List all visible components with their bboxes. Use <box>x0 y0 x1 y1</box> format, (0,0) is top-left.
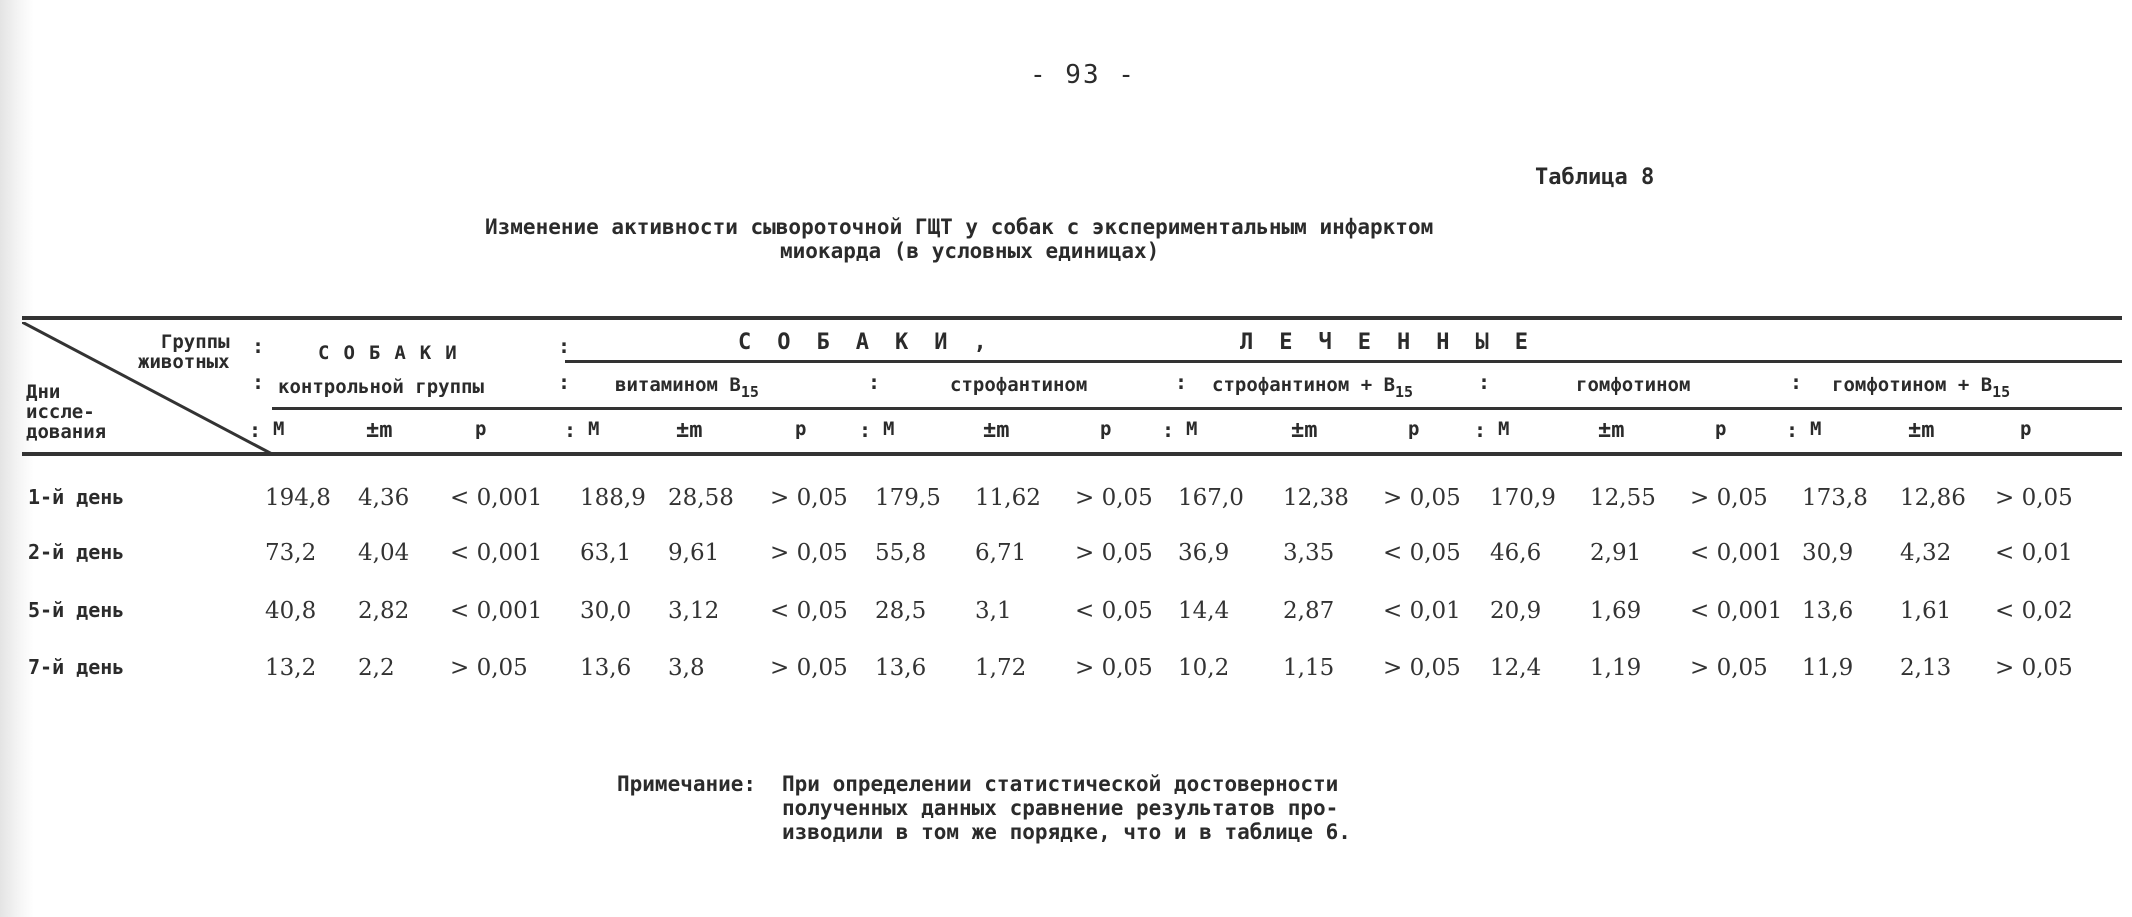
control-group-subtitle: контрольной группы <box>278 376 484 398</box>
table-cell: 173,8 <box>1802 485 1868 511</box>
table-cell: 4,32 <box>1900 540 1952 566</box>
header-separator: : <box>1474 418 1487 442</box>
table-cell: > 0,05 <box>1383 485 1461 511</box>
corner-label-groups-line1: Группы <box>160 331 230 353</box>
table-cell: 46,6 <box>1490 540 1542 566</box>
row-label: 5-й день <box>28 598 125 622</box>
table-cell: < 0,01 <box>1383 598 1461 624</box>
table-cell: 1,15 <box>1283 655 1335 681</box>
table-cell: > 0,05 <box>770 485 848 511</box>
table-caption <box>485 215 1605 263</box>
group-label-strophanthin-b15-sub: 15 <box>1395 383 1414 401</box>
table-cell: 2,82 <box>358 598 410 624</box>
row-label: 7-й день <box>28 655 125 679</box>
stat-m-header: М <box>273 418 285 440</box>
group-label-gomphotin-b15-text: гомфотином + B <box>1832 374 1993 396</box>
table-cell: < 0,001 <box>450 598 543 624</box>
row-label: 2-й день <box>28 540 125 564</box>
table-cell: > 0,05 <box>450 655 528 681</box>
table-cell: 40,8 <box>265 598 317 624</box>
table-row <box>0 598 2132 638</box>
table-cell: 1,61 <box>1900 598 1952 624</box>
table-cell: 194,8 <box>265 485 331 511</box>
table-cell: 55,8 <box>875 540 927 566</box>
table-cell: > 0,05 <box>1075 655 1153 681</box>
header-separator: : <box>252 334 265 358</box>
stat-pm-header: ±m <box>366 418 393 443</box>
table-cell: 13,2 <box>265 655 317 681</box>
table-cell: > 0,05 <box>1383 655 1461 681</box>
table-row <box>0 485 2132 525</box>
table-cell: < 0,05 <box>1383 540 1461 566</box>
group-sub-rule <box>272 407 2122 410</box>
table-cell: 2,13 <box>1900 655 1952 681</box>
table-cell: 13,6 <box>580 655 632 681</box>
treated-title-rule <box>565 360 2122 363</box>
table-cell: 3,35 <box>1283 540 1335 566</box>
table-cell: 3,12 <box>668 598 720 624</box>
header-bottom-rule <box>22 452 2122 456</box>
table-cell: 12,4 <box>1490 655 1542 681</box>
table-cell: 188,9 <box>580 485 646 511</box>
stat-m-header: М <box>883 418 895 440</box>
group-label-strophanthin-b15 <box>1212 374 1413 401</box>
header-separator: : <box>564 418 577 442</box>
table-cell: 1,69 <box>1590 598 1642 624</box>
stat-m-header: М <box>1186 418 1198 440</box>
table-cell: < 0,02 <box>1995 598 2073 624</box>
header-separator: : <box>1790 370 1803 394</box>
table-cell: 30,0 <box>580 598 632 624</box>
header-separator: : <box>1786 418 1799 442</box>
group-label-strophanthin-b15-text: строфантином + B <box>1212 374 1396 396</box>
row-label: 1-й день <box>28 485 125 509</box>
stat-p-header: р <box>2020 418 2032 440</box>
header-separator: : <box>1175 370 1188 394</box>
page-number: - 93 - <box>1030 60 1136 90</box>
header-separator: : <box>1478 370 1491 394</box>
stat-pm-header: ±m <box>1291 418 1318 443</box>
group-label-strophanthin-text: строфантином <box>950 374 1088 396</box>
table-cell: 167,0 <box>1178 485 1244 511</box>
stat-m-header: М <box>1810 418 1822 440</box>
table-cell: > 0,05 <box>1075 485 1153 511</box>
table-row <box>0 540 2132 580</box>
table-row <box>0 655 2132 695</box>
stat-p-header: р <box>795 418 807 440</box>
table-cell: > 0,05 <box>1995 655 2073 681</box>
treated-group-title-2: ЛЕЧЕННЫЕ <box>1240 330 1554 355</box>
table-cell: > 0,05 <box>770 540 848 566</box>
stat-p-header: р <box>475 418 487 440</box>
table-cell: < 0,001 <box>450 485 543 511</box>
stat-pm-header: ±m <box>983 418 1010 443</box>
group-label-vitamin-b15-sub: 15 <box>740 383 759 401</box>
corner-label-days-line3: дования <box>26 421 107 443</box>
table-label: Таблица 8 <box>1535 165 1655 190</box>
table-cell: 11,9 <box>1802 655 1854 681</box>
header-separator: : <box>249 418 262 442</box>
group-label-vitamin-b15-text: витамином B <box>615 374 741 396</box>
table-cell: 2,87 <box>1283 598 1335 624</box>
table-cell: > 0,05 <box>770 655 848 681</box>
table-cell: 13,6 <box>1802 598 1854 624</box>
caption-line-1: Изменение активности сывороточной ГЩТ у собак с экспериментальным инфарктом <box>485 215 1434 239</box>
corner-label-days-line1: Дни <box>26 381 61 403</box>
caption-line-2: миокарда (в условных единицах) <box>780 239 1160 263</box>
table-cell: 3,8 <box>668 655 705 681</box>
stat-m-header: М <box>1498 418 1510 440</box>
table-cell: 10,2 <box>1178 655 1230 681</box>
corner-label-days-line2: иссле- <box>26 401 95 423</box>
table-cell: 4,36 <box>358 485 410 511</box>
table-cell: 12,86 <box>1900 485 1966 511</box>
stat-pm-header: ±m <box>676 418 703 443</box>
table-cell: 12,55 <box>1590 485 1656 511</box>
table-cell: 28,5 <box>875 598 927 624</box>
table-cell: 73,2 <box>265 540 317 566</box>
note-line-3: изводили в том же порядке, что и в таблице 6. <box>782 820 1351 844</box>
header-separator: : <box>859 418 872 442</box>
table-cell: 12,38 <box>1283 485 1349 511</box>
table-cell: 30,9 <box>1802 540 1854 566</box>
table-cell: > 0,05 <box>1075 540 1153 566</box>
corner-label-days <box>26 382 106 442</box>
table-cell: 1,19 <box>1590 655 1642 681</box>
table-cell: 2,91 <box>1590 540 1642 566</box>
table-cell: 2,2 <box>358 655 395 681</box>
table-cell: 63,1 <box>580 540 632 566</box>
table-cell: < 0,01 <box>1995 540 2073 566</box>
header-separator: : <box>558 334 571 358</box>
group-label-gomphotin-b15-sub: 15 <box>1992 383 2011 401</box>
table-cell: 11,62 <box>975 485 1041 511</box>
treated-group-title-1: СОБАКИ, <box>738 330 1013 355</box>
group-label-gomphotin <box>1576 374 1690 396</box>
note-text <box>782 772 1482 844</box>
table-cell: < 0,05 <box>1075 598 1153 624</box>
table-cell: 170,9 <box>1490 485 1556 511</box>
corner-label-groups-line2: животных <box>138 351 230 373</box>
stat-p-header: р <box>1100 418 1112 440</box>
group-label-strophanthin <box>950 374 1087 396</box>
table-cell: 36,9 <box>1178 540 1230 566</box>
table-cell: 9,61 <box>668 540 720 566</box>
group-label-vitamin-b15 <box>615 374 759 401</box>
table-cell: 20,9 <box>1490 598 1542 624</box>
table-cell: 6,71 <box>975 540 1027 566</box>
header-separator: : <box>868 370 881 394</box>
stat-m-header: М <box>588 418 600 440</box>
table-cell: 179,5 <box>875 485 941 511</box>
group-label-gomphotin-b15 <box>1832 374 2010 401</box>
table-cell: 28,58 <box>668 485 734 511</box>
table-cell: > 0,05 <box>1690 655 1768 681</box>
header-separator: : <box>558 370 571 394</box>
header-separator: : <box>1162 418 1175 442</box>
table-cell: 3,1 <box>975 598 1012 624</box>
header-separator: : <box>252 370 265 394</box>
table-cell: > 0,05 <box>1995 485 2073 511</box>
stat-p-header: р <box>1408 418 1420 440</box>
table-cell: < 0,001 <box>1690 540 1783 566</box>
stat-pm-header: ±m <box>1908 418 1935 443</box>
table-cell: < 0,001 <box>1690 598 1783 624</box>
table-cell: 13,6 <box>875 655 927 681</box>
note-line-2: полученных данных сравнение результатов про- <box>782 796 1339 820</box>
table-cell: < 0,001 <box>450 540 543 566</box>
table-cell: 4,04 <box>358 540 410 566</box>
note-title: Примечание: <box>617 772 757 796</box>
table-cell: < 0,05 <box>770 598 848 624</box>
stat-p-header: р <box>1715 418 1727 440</box>
table-cell: 14,4 <box>1178 598 1230 624</box>
scan-edge-shadow <box>0 0 34 917</box>
control-group-title: СОБАКИ <box>318 342 471 364</box>
corner-label-groups <box>138 332 230 372</box>
note-line-1: При определении статистической достоверности <box>782 772 1339 796</box>
group-label-gomphotin-text: гомфотином <box>1576 374 1691 396</box>
table-cell: > 0,05 <box>1690 485 1768 511</box>
table-cell: 1,72 <box>975 655 1027 681</box>
table-top-rule <box>22 316 2122 320</box>
stat-pm-header: ±m <box>1598 418 1625 443</box>
